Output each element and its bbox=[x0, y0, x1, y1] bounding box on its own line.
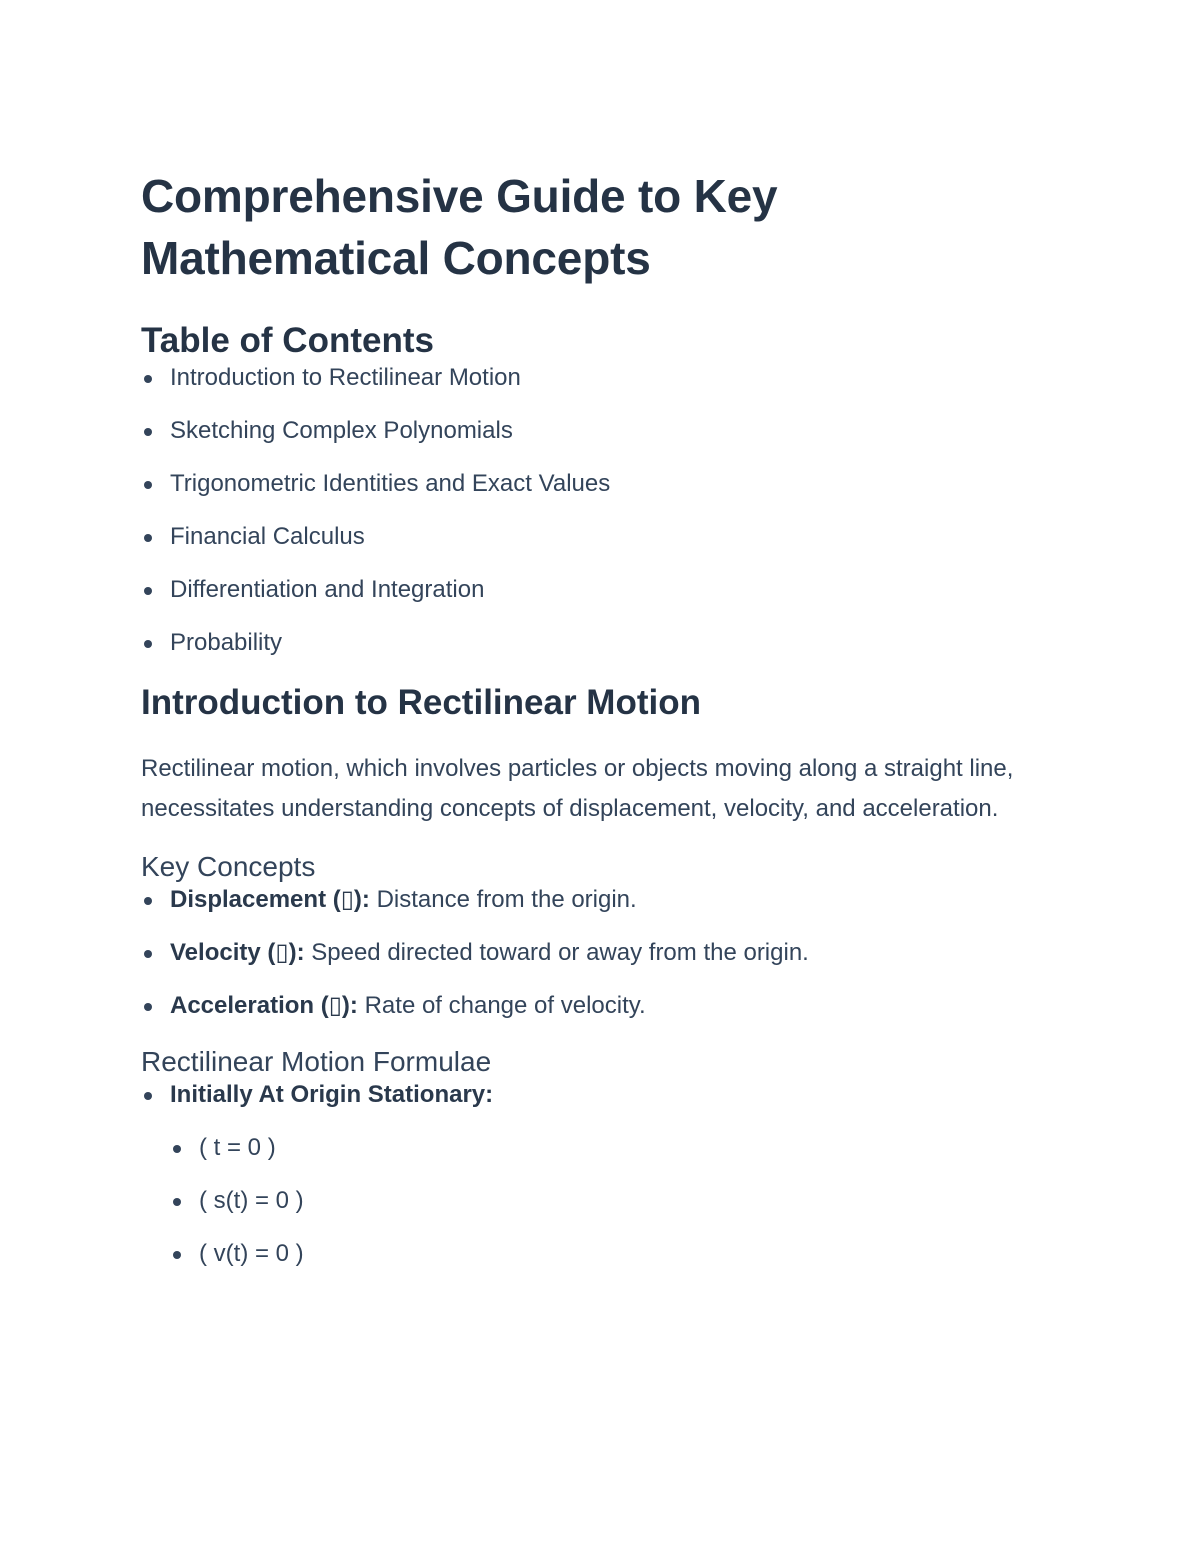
key-concept-item bbox=[141, 885, 1041, 915]
toc-list bbox=[141, 363, 1041, 658]
formula-item bbox=[141, 1080, 1041, 1269]
formulae-list bbox=[141, 1080, 1041, 1269]
key-concepts-list bbox=[141, 885, 1041, 1021]
key-concepts-heading: Key Concepts bbox=[141, 851, 316, 882]
key-concept-desc: Distance from the origin. bbox=[369, 886, 637, 913]
key-concept-item bbox=[141, 991, 1041, 1021]
key-concept-desc: Speed directed toward or away from the origin. bbox=[304, 939, 809, 966]
toc-item: Trigonometric Identities and Exact Values bbox=[141, 469, 1041, 499]
key-concept-term: Acceleration (▯): bbox=[170, 992, 358, 1019]
toc-heading: Table of Contents bbox=[141, 321, 434, 360]
document-page bbox=[141, 165, 1041, 1292]
section-paragraph: Rectilinear motion, which involves particles or objects moving along a straight line, necessitates understanding concepts of displacement, velocity, and acceleration. bbox=[141, 755, 1014, 822]
formulae-heading: Rectilinear Motion Formulae bbox=[141, 1046, 492, 1077]
document-title: Comprehensive Guide to Key Mathematical Concepts bbox=[141, 170, 778, 284]
toc-item: Probability bbox=[141, 628, 1041, 658]
toc-item: Financial Calculus bbox=[141, 522, 1041, 552]
formula-subitem: ( t = 0 ) bbox=[170, 1133, 1041, 1163]
formula-sublist bbox=[170, 1133, 1041, 1269]
key-concept-term: Velocity (▯): bbox=[170, 939, 305, 966]
key-concept-desc: Rate of change of velocity. bbox=[357, 992, 646, 1019]
key-concept-term: Displacement (▯): bbox=[170, 886, 370, 913]
section-heading-rectilinear: Introduction to Rectilinear Motion bbox=[141, 683, 701, 722]
formula-subitem: ( s(t) = 0 ) bbox=[170, 1186, 1041, 1216]
key-concept-item bbox=[141, 938, 1041, 968]
toc-item: Introduction to Rectilinear Motion bbox=[141, 363, 1041, 393]
toc-item: Sketching Complex Polynomials bbox=[141, 416, 1041, 446]
toc-item: Differentiation and Integration bbox=[141, 575, 1041, 605]
formula-subitem: ( v(t) = 0 ) bbox=[170, 1239, 1041, 1269]
formula-label: Initially At Origin Stationary: bbox=[170, 1081, 494, 1108]
